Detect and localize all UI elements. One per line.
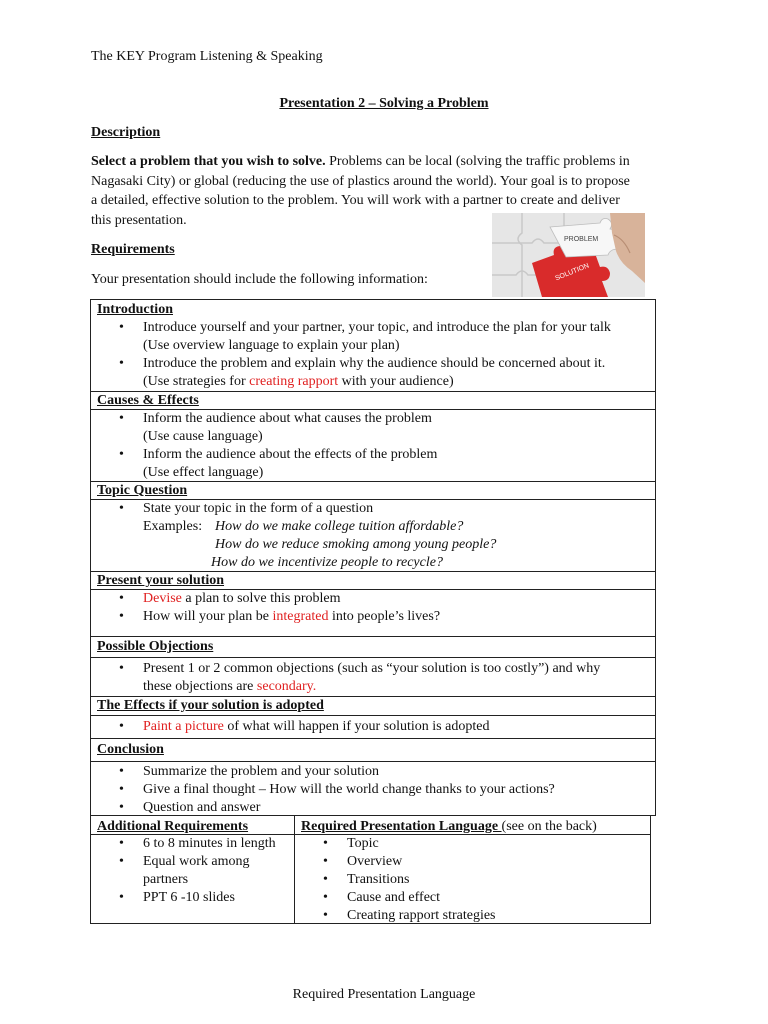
list-item: • Summarize the problem and your solution [91, 763, 649, 781]
examples-label: Examples: [143, 519, 203, 534]
page-title: Presentation 2 – Solving a Problem [279, 96, 489, 111]
description-lead: Select a problem that you wish to solve. [91, 154, 326, 169]
list-item: • Topic [295, 835, 644, 853]
example-question-2: How do we reduce smoking among young people? [215, 537, 497, 552]
list-item: • Cause and effect [295, 889, 644, 907]
list-item: • Inform the audience about the effects of the problem (Use effect language) [91, 446, 649, 482]
objections-list [91, 660, 649, 696]
required-language-title: Required Presentation Language [301, 819, 502, 834]
description-line-2: Nagasaki City) or global (reducing the use of plastics around the world). Your goal is to propose [91, 173, 630, 189]
introduction-title: Introduction [97, 302, 173, 317]
description-line-4: this presentation. [91, 212, 187, 228]
row-divider [91, 738, 655, 739]
list-item: • Introduce yourself and your partner, your topic, and introduce the plan for your talk (Use overview language to explain your plan) [91, 319, 649, 355]
conclusion-list [91, 763, 649, 817]
row-divider [91, 657, 655, 658]
solution-label: SOLUTION [554, 262, 591, 283]
topic-list [91, 500, 649, 518]
list-item: • Give a final thought – How will the world change thanks to your actions? [91, 781, 649, 799]
example-question-3: How do we incentivize people to recycle? [211, 555, 443, 570]
requirements-intro: Your presentation should include the following information: [91, 272, 428, 287]
required-language-box [294, 815, 651, 924]
list-item: • How will your plan be integrated into people’s lives? [91, 608, 649, 626]
row-divider [91, 636, 655, 637]
list-item: • 6 to 8 minutes in length [91, 835, 288, 853]
additional-requirements-box [90, 815, 295, 924]
list-item: • Equal work among partners [91, 853, 288, 889]
conclusion-title: Conclusion [97, 742, 164, 757]
description-line-1: Problems can be local (solving the traffic problems in [325, 154, 630, 169]
puzzle-image [492, 213, 645, 297]
footer-caption: Required Presentation Language [292, 987, 476, 1002]
causes-list [91, 410, 649, 482]
list-item: • Introduce the problem and explain why the audience should be concerned about it. (Use strategies for creating rapport with your audience) [91, 355, 649, 391]
list-item: • Present 1 or 2 common objections (such as “your solution is too costly”) and why these objections are secondary. [91, 660, 649, 696]
solution-title: Present your solution [97, 573, 225, 588]
effects-title: The Effects if your solution is adopted [97, 698, 324, 713]
objections-title: Possible Objections [97, 639, 214, 654]
row-divider [91, 761, 655, 762]
description-line-3: a detailed, effective solution to the problem. You will work with a partner to create and deliver [91, 193, 620, 208]
requirements-table [90, 299, 656, 816]
row-divider [91, 715, 655, 716]
list-item: • State your topic in the form of a question [91, 500, 649, 518]
list-item: • Inform the audience about what causes the problem (Use cause language) [91, 410, 649, 446]
list-item: • Transitions [295, 871, 644, 889]
example-question-1: How do we make college tuition affordable? [215, 519, 464, 534]
causes-title: Causes & Effects [97, 393, 199, 408]
additional-requirements-title: Additional Requirements [97, 819, 249, 834]
additional-requirements-list [91, 835, 288, 907]
list-item: • Question and answer [91, 799, 649, 817]
required-language-list [295, 835, 644, 925]
list-item: • PPT 6 -10 slides [91, 889, 288, 907]
solution-list [91, 590, 649, 626]
list-item: • Overview [295, 853, 644, 871]
effects-list [91, 718, 649, 736]
course-header: The KEY Program Listening & Speaking [91, 49, 323, 64]
list-item: • Devise a plan to solve this problem [91, 590, 649, 608]
required-language-note: (see on the back) [501, 819, 597, 834]
list-item: • Paint a picture of what will happen if your solution is adopted [91, 718, 649, 736]
topic-title: Topic Question [97, 483, 188, 498]
list-item: • Creating rapport strategies [295, 907, 644, 925]
problem-label: PROBLEM [564, 236, 599, 243]
introduction-list [91, 319, 649, 391]
description-heading: Description [91, 125, 161, 140]
requirements-heading: Requirements [91, 242, 175, 257]
